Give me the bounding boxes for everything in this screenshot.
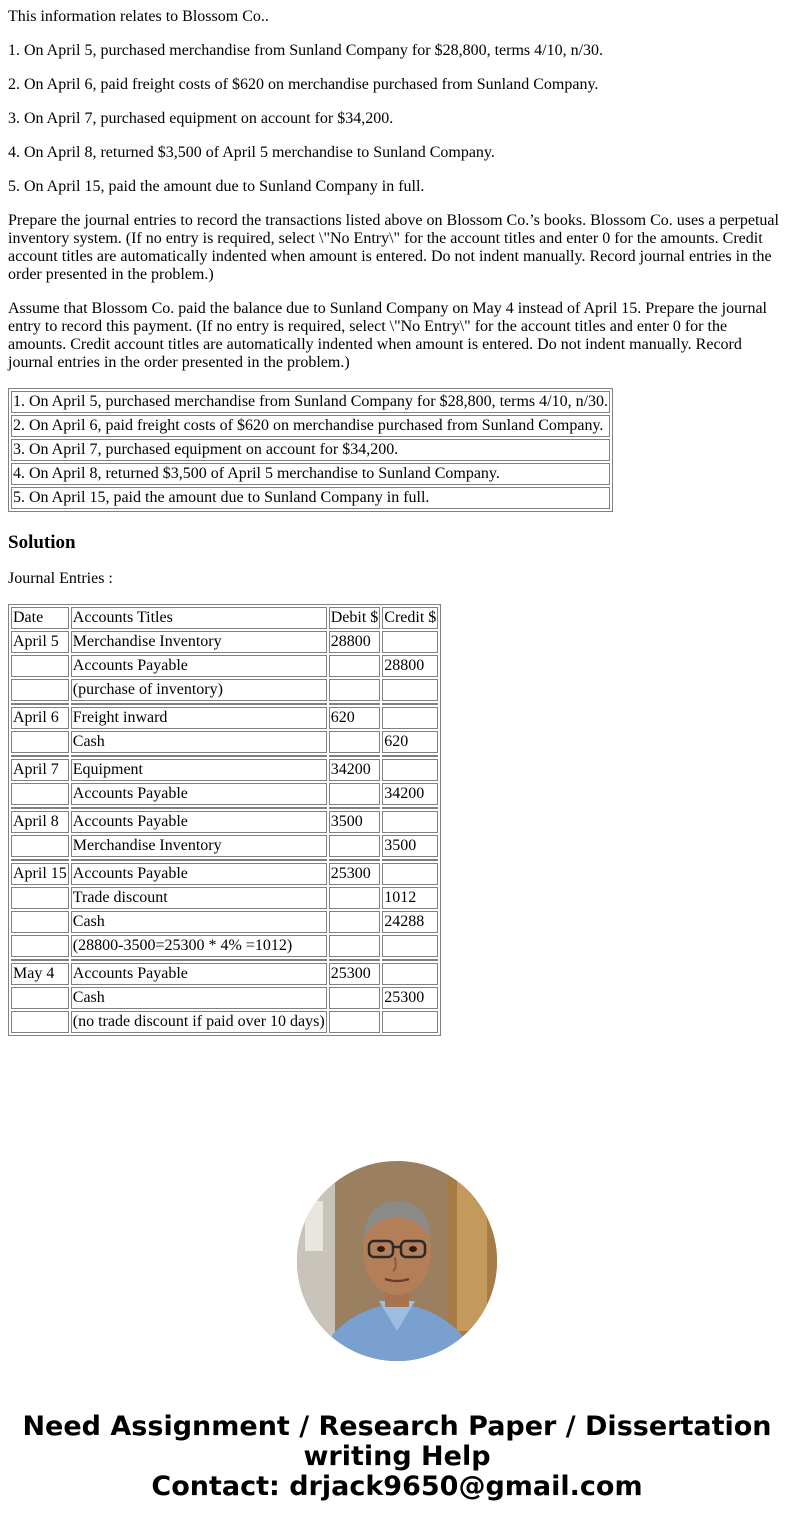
cell-credit xyxy=(382,707,438,729)
separator-cell xyxy=(71,703,327,705)
cell-debit xyxy=(329,679,381,701)
cell-debit: 3500 xyxy=(329,811,381,833)
separator-cell xyxy=(329,959,381,961)
separator-cell xyxy=(71,959,327,961)
transaction-1: 1. On April 5, purchased merchandise from Sunland Company for $28,800, terms 4/10, n/30. xyxy=(8,42,604,59)
footer-promo xyxy=(0,1412,794,1502)
separator-cell xyxy=(329,859,381,861)
separator-cell xyxy=(382,859,438,861)
entry-separator xyxy=(11,959,438,961)
cell-date: April 6 xyxy=(11,707,69,729)
separator-cell xyxy=(71,807,327,809)
separator-cell xyxy=(11,703,69,705)
cell-date: April 15 xyxy=(11,863,69,885)
cell-debit xyxy=(329,783,381,805)
cell-credit: 1012 xyxy=(382,887,438,909)
cell-date xyxy=(11,987,69,1009)
separator-cell xyxy=(11,859,69,861)
separator-cell xyxy=(329,807,381,809)
cell-debit: 28800 xyxy=(329,631,381,653)
separator-cell xyxy=(329,703,381,705)
table-row xyxy=(11,391,610,413)
header-debit: Debit $ xyxy=(329,607,381,629)
instructions-may4: Assume that Blossom Co. paid the balance due to Sunland Company on May 4 instead of April 15. Prepare the journal entry to record this payment. (If no entry is required, select \"No Entry\" for the account titles and enter 0 for the amounts. Credit account titles are automatically indented when amount is entered. Do not indent manually. Record journal entries in the order presented in the problem.) xyxy=(8,300,767,371)
cell-debit xyxy=(329,1011,381,1033)
separator-cell xyxy=(71,859,327,861)
footer-line-2: writing Help xyxy=(303,1441,491,1472)
journal-row xyxy=(11,679,438,701)
header-credit: Credit $ xyxy=(382,607,438,629)
cell-credit xyxy=(382,963,438,985)
cell-date: May 4 xyxy=(11,963,69,985)
cell-credit: 28800 xyxy=(382,655,438,677)
journal-row xyxy=(11,759,438,781)
cell-debit xyxy=(329,911,381,933)
cell-date xyxy=(11,1011,69,1033)
cell-credit xyxy=(382,811,438,833)
journal-row xyxy=(11,987,438,1009)
journal-row xyxy=(11,707,438,729)
table-cell: 5. On April 15, paid the amount due to Sunland Company in full. xyxy=(11,487,610,509)
table-row xyxy=(11,487,610,509)
cell-debit xyxy=(329,731,381,753)
cell-account: Cash xyxy=(71,911,327,933)
cell-account: Cash xyxy=(71,731,327,753)
entry-separator xyxy=(11,755,438,757)
cell-credit: 3500 xyxy=(382,835,438,857)
cell-credit: 34200 xyxy=(382,783,438,805)
table-row xyxy=(11,463,610,485)
separator-cell xyxy=(382,959,438,961)
footer-contact: Contact: drjack9650@gmail.com xyxy=(151,1471,643,1502)
cell-debit xyxy=(329,935,381,957)
transactions-table xyxy=(8,388,613,512)
intro-text: This information relates to Blossom Co.. xyxy=(8,8,269,25)
table-row xyxy=(11,439,610,461)
cell-date: April 7 xyxy=(11,759,69,781)
cell-debit: 25300 xyxy=(329,863,381,885)
cell-account: Accounts Payable xyxy=(71,783,327,805)
cell-debit xyxy=(329,655,381,677)
instructions-perpetual: Prepare the journal entries to record the transactions listed above on Blossom Co.’s books. Blossom Co. uses a perpetual inventory system. (If no entry is required, select \"No Entry\" for the account titles and enter 0 for the amounts. Credit account titles are automatically indented when amount is entered. Do not indent manually. Record journal entries in the order presented in the problem.) xyxy=(8,212,779,283)
cell-credit xyxy=(382,1011,438,1033)
cell-credit xyxy=(382,863,438,885)
cell-credit xyxy=(382,679,438,701)
cell-date xyxy=(11,935,69,957)
journal-row xyxy=(11,887,438,909)
cell-debit xyxy=(329,887,381,909)
table-cell: 3. On April 7, purchased equipment on account for $34,200. xyxy=(11,439,610,461)
cell-debit xyxy=(329,835,381,857)
journal-header-row xyxy=(11,607,438,629)
cell-debit: 620 xyxy=(329,707,381,729)
journal-body xyxy=(11,631,438,1033)
cell-account: Merchandise Inventory xyxy=(71,835,327,857)
header-date: Date xyxy=(11,607,69,629)
cell-account: Accounts Payable xyxy=(71,863,327,885)
cell-account: Merchandise Inventory xyxy=(71,631,327,653)
cell-date xyxy=(11,731,69,753)
separator-cell xyxy=(382,703,438,705)
table-cell: 2. On April 6, paid freight costs of $620 on merchandise purchased from Sunland Company. xyxy=(11,415,610,437)
journal-row xyxy=(11,863,438,885)
separator-cell xyxy=(11,755,69,757)
journal-row xyxy=(11,783,438,805)
entry-separator xyxy=(11,807,438,809)
cell-date xyxy=(11,887,69,909)
separator-cell xyxy=(382,807,438,809)
cell-debit: 34200 xyxy=(329,759,381,781)
cell-date: April 8 xyxy=(11,811,69,833)
table-row xyxy=(11,415,610,437)
cell-account: (28800-3500=25300 * 4% =1012) xyxy=(71,935,327,957)
journal-entries-label: Journal Entries : xyxy=(8,570,113,587)
journal-row xyxy=(11,935,438,957)
cell-debit xyxy=(329,987,381,1009)
solution-heading: Solution xyxy=(8,532,76,553)
table-cell: 4. On April 8, returned $3,500 of April 5 merchandise to Sunland Company. xyxy=(11,463,610,485)
cell-account: Equipment xyxy=(71,759,327,781)
cell-date xyxy=(11,835,69,857)
cell-account: Accounts Payable xyxy=(71,811,327,833)
cell-credit xyxy=(382,759,438,781)
separator-cell xyxy=(329,755,381,757)
journal-row xyxy=(11,963,438,985)
journal-row xyxy=(11,811,438,833)
cell-debit: 25300 xyxy=(329,963,381,985)
transaction-3: 3. On April 7, purchased equipment on account for $34,200. xyxy=(8,110,394,127)
entry-separator xyxy=(11,703,438,705)
cell-credit: 24288 xyxy=(382,911,438,933)
page-content xyxy=(0,8,794,1036)
cell-date xyxy=(11,911,69,933)
header-accounts-titles: Accounts Titles xyxy=(71,607,327,629)
journal-table xyxy=(8,604,441,1036)
cell-account: Accounts Payable xyxy=(71,655,327,677)
transaction-4: 4. On April 8, returned $3,500 of April 5 merchandise to Sunland Company. xyxy=(8,144,495,161)
separator-cell xyxy=(382,755,438,757)
cell-account: (purchase of inventory) xyxy=(71,679,327,701)
journal-row xyxy=(11,835,438,857)
cell-date: April 5 xyxy=(11,631,69,653)
cell-account: Accounts Payable xyxy=(71,963,327,985)
footer-line-1: Need Assignment / Research Paper / Dissertation xyxy=(22,1411,772,1442)
cell-date xyxy=(11,679,69,701)
cell-account: (no trade discount if paid over 10 days) xyxy=(71,1011,327,1033)
separator-cell xyxy=(11,959,69,961)
journal-row xyxy=(11,911,438,933)
cell-account: Cash xyxy=(71,987,327,1009)
author-avatar xyxy=(297,1161,497,1361)
cell-account: Trade discount xyxy=(71,887,327,909)
cell-credit: 25300 xyxy=(382,987,438,1009)
transaction-2: 2. On April 6, paid freight costs of $620 on merchandise purchased from Sunland Company. xyxy=(8,76,599,93)
cell-date xyxy=(11,783,69,805)
journal-row xyxy=(11,731,438,753)
journal-row xyxy=(11,655,438,677)
cell-credit: 620 xyxy=(382,731,438,753)
separator-cell xyxy=(11,807,69,809)
table-cell: 1. On April 5, purchased merchandise from Sunland Company for $28,800, terms 4/10, n/30. xyxy=(11,391,610,413)
cell-date xyxy=(11,655,69,677)
author-photo-icon xyxy=(297,1161,497,1361)
cell-credit xyxy=(382,631,438,653)
journal-row xyxy=(11,631,438,653)
entry-separator xyxy=(11,859,438,861)
cell-account: Freight inward xyxy=(71,707,327,729)
transaction-5: 5. On April 15, paid the amount due to Sunland Company in full. xyxy=(8,178,425,195)
journal-row xyxy=(11,1011,438,1033)
cell-credit xyxy=(382,935,438,957)
separator-cell xyxy=(71,755,327,757)
